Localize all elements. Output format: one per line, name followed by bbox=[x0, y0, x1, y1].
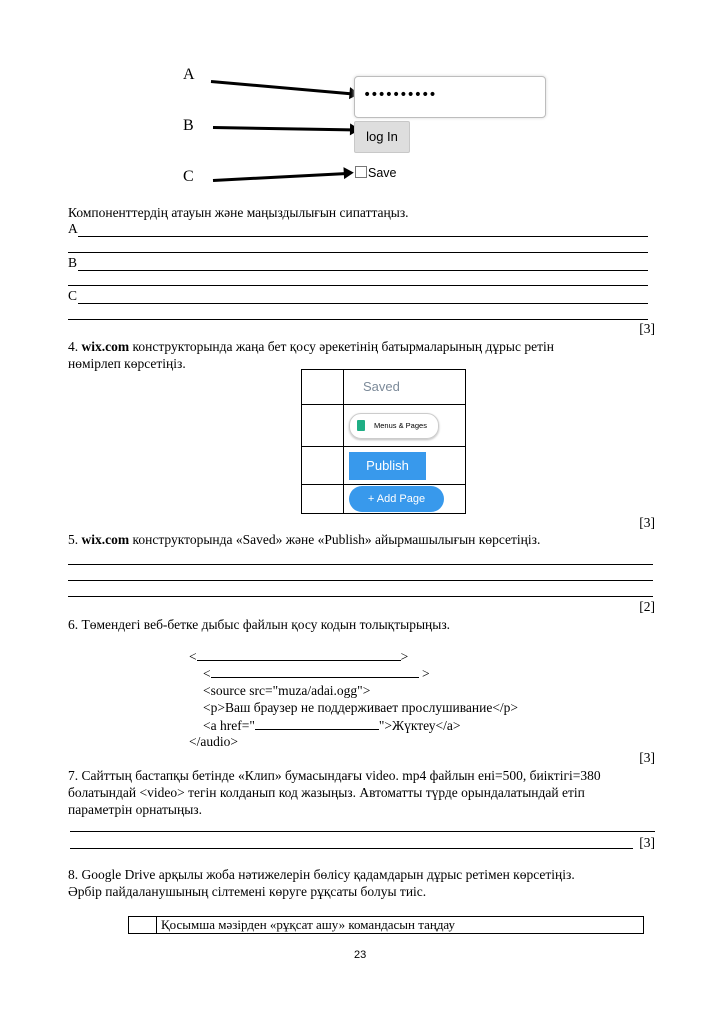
q3-prompt: Компоненттердің атауын және маңыздылығын сипаттаңыз. bbox=[68, 205, 409, 220]
publish-button[interactable]: Publish bbox=[349, 452, 426, 480]
q3-label-a: A bbox=[68, 221, 78, 236]
arrow-b bbox=[213, 126, 351, 131]
q7-line2: болатындай <video> тегін колданып код жазыңыз. Автоматты түрде орындалатындай етіп bbox=[68, 785, 585, 800]
q4-bold: wix.com bbox=[81, 339, 130, 354]
q8-line2: Әрбір пайдаланушының сілтемені көруге рұқсаты болуы тиіс. bbox=[68, 884, 427, 899]
publish-cell bbox=[344, 447, 466, 485]
page-number: 23 bbox=[354, 949, 367, 961]
password-value: •••••••••• bbox=[363, 87, 436, 103]
save-label: Save bbox=[368, 166, 397, 180]
code-bracket-close: > bbox=[422, 666, 430, 681]
q4-text-line2: нөмірлеп көрсетіңіз. bbox=[68, 356, 186, 371]
code-line-3: <source src="muza/adai.ogg"> bbox=[203, 683, 371, 698]
pages-icon bbox=[357, 420, 365, 431]
save-checkbox[interactable] bbox=[355, 166, 367, 178]
code-line-1 bbox=[189, 648, 408, 665]
code-a-end: ">Жүктеу</a> bbox=[378, 718, 461, 733]
saved-cell bbox=[344, 370, 466, 405]
answer-line[interactable] bbox=[68, 319, 648, 320]
q4-table bbox=[301, 369, 466, 514]
q7-line1: 7. Сайттың бастапқы бетінде «Клип» бумасындағы video. mp4 файлын ені=500, биіктігі=380 bbox=[68, 768, 601, 783]
label-c: C bbox=[183, 168, 194, 185]
code-bracket-open: < bbox=[203, 666, 211, 681]
code-a-start: <a href=" bbox=[203, 718, 255, 733]
q8-step-1: Қосымша мәзірден «рұқсат ашу» командасын таңдау bbox=[157, 917, 644, 934]
answer-line[interactable] bbox=[68, 252, 648, 253]
label-b: B bbox=[183, 117, 194, 134]
login-button[interactable]: log In bbox=[354, 121, 410, 153]
answer-cell[interactable] bbox=[302, 485, 344, 514]
answer-cell[interactable] bbox=[129, 917, 157, 934]
menus-pages-button[interactable] bbox=[349, 413, 439, 439]
q4-number: 4. bbox=[68, 339, 79, 354]
q7-line3: параметрін орнатыңыз. bbox=[68, 802, 202, 817]
answer-cell[interactable] bbox=[302, 447, 344, 485]
arrow-c bbox=[213, 172, 345, 182]
answer-line[interactable] bbox=[78, 270, 648, 271]
q4-text-line1: конструкторында жаңа бет қосу әрекетінің батырмаларының дұрыс ретін bbox=[129, 339, 554, 354]
answer-line[interactable] bbox=[70, 831, 655, 832]
q3-label-c: C bbox=[68, 288, 78, 303]
answer-line[interactable] bbox=[68, 285, 648, 286]
code-bracket-close: > bbox=[400, 649, 409, 664]
answer-line[interactable] bbox=[78, 236, 648, 237]
code-bracket-open: < bbox=[189, 649, 197, 664]
q5-text-body: конструкторында «Saved» және «Publish» айырмашылығын көрсетіңіз. bbox=[129, 532, 541, 547]
menus-cell bbox=[344, 405, 466, 447]
q3-marks: [3] bbox=[639, 321, 655, 336]
answer-line[interactable] bbox=[68, 564, 653, 565]
q5-number: 5. bbox=[68, 532, 79, 547]
answer-cell[interactable] bbox=[302, 405, 344, 447]
code-line-2 bbox=[203, 665, 430, 682]
password-field[interactable] bbox=[354, 76, 546, 118]
q5-marks: [2] bbox=[639, 599, 655, 614]
add-page-button[interactable]: + Add Page bbox=[349, 486, 444, 512]
q8-table bbox=[128, 916, 644, 934]
q4-text bbox=[68, 339, 658, 355]
blank-audio-tag[interactable] bbox=[197, 648, 401, 661]
answer-line[interactable] bbox=[68, 580, 653, 581]
q4-marks: [3] bbox=[639, 515, 655, 530]
q6-text: 6. Төмендегі веб-бетке дыбыс файлын қосу кодын толықтырыңыз. bbox=[68, 617, 451, 632]
code-line-4: <p>Ваш браузер не поддерживает прослушивание</p> bbox=[203, 700, 519, 715]
menus-pages-label: Menus & Pages bbox=[374, 420, 427, 430]
blank-source-tag[interactable] bbox=[211, 665, 419, 678]
blank-href[interactable] bbox=[255, 717, 379, 730]
saved-status[interactable]: Saved bbox=[363, 379, 400, 394]
answer-line[interactable] bbox=[68, 596, 653, 597]
add-page-cell bbox=[344, 485, 466, 514]
q8-line1: 8. Google Drive арқылы жоба нәтижелерін бөлісу қадамдарын дұрыс ретімен көрсетіңіз. bbox=[68, 867, 575, 882]
q7-marks: [3] bbox=[639, 835, 655, 850]
q5-text bbox=[68, 532, 540, 548]
q6-marks: [3] bbox=[639, 750, 655, 765]
arrow-a bbox=[211, 80, 351, 95]
code-line-6: </audio> bbox=[189, 734, 238, 749]
answer-cell[interactable] bbox=[302, 370, 344, 405]
code-line-5 bbox=[203, 717, 460, 734]
q5-bold: wix.com bbox=[81, 532, 130, 547]
answer-line[interactable] bbox=[70, 848, 633, 849]
answer-line[interactable] bbox=[78, 303, 648, 304]
label-a: A bbox=[183, 66, 195, 83]
q3-label-b: B bbox=[68, 255, 78, 270]
